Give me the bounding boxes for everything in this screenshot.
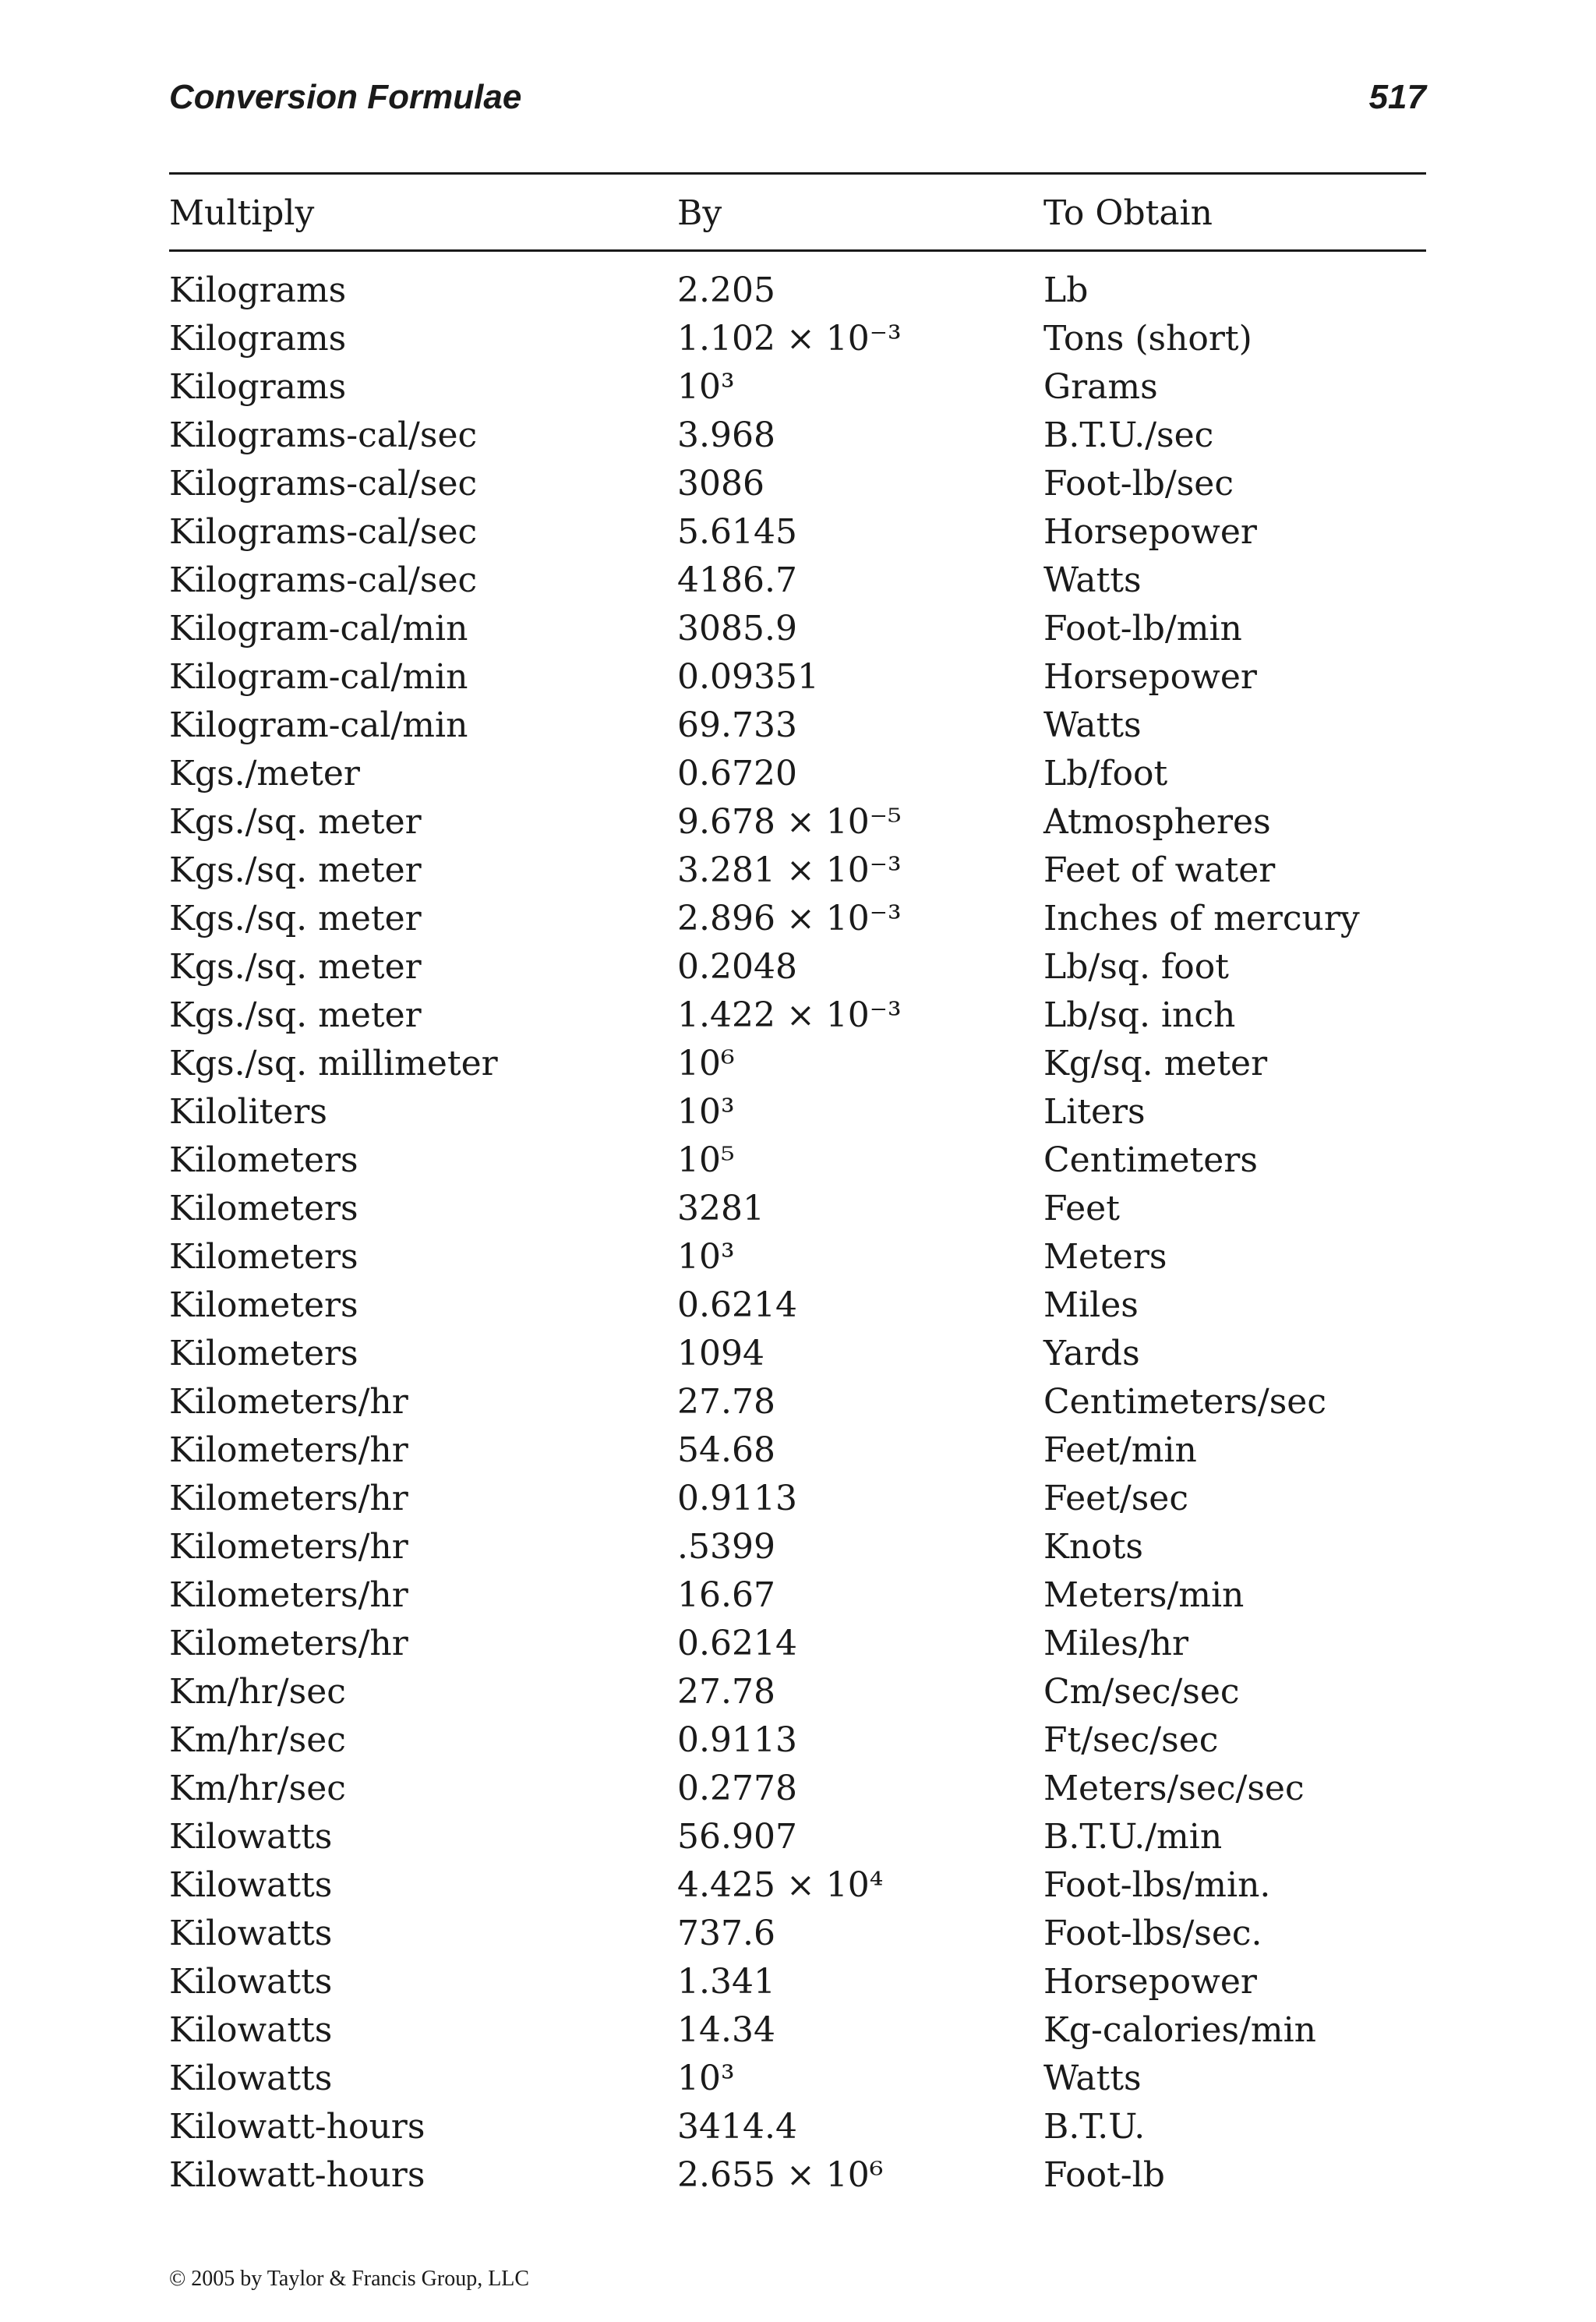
by-cell: 27.78 [677, 1382, 775, 1422]
multiply-cell: Kilometers/hr [169, 1624, 408, 1663]
table-row [169, 1330, 1426, 1378]
to-obtain-cell: Miles [1043, 1285, 1139, 1325]
by-cell: 4.425 × 10⁴ [677, 1865, 884, 1905]
to-obtain-cell: B.T.U./sec [1043, 415, 1214, 455]
multiply-cell: Kgs./sq. meter [169, 899, 422, 938]
multiply-cell: Kilowatts [169, 2059, 333, 2098]
by-cell: 1094 [677, 1334, 764, 1373]
multiply-cell: Km/hr/sec [169, 1672, 346, 1712]
multiply-cell: Kilometers/hr [169, 1527, 408, 1567]
by-cell: 10³ [677, 367, 735, 407]
table-row [169, 943, 1426, 991]
multiply-cell: Kilowatts [169, 1817, 333, 1857]
multiply-cell: Kilometers [169, 1140, 358, 1180]
to-obtain-cell: Ft/sec/sec [1043, 1720, 1219, 1760]
table-header-row [169, 189, 1426, 238]
table-row [169, 1523, 1426, 1571]
page-title: Conversion Formulae [169, 78, 522, 116]
multiply-cell: Kilometers [169, 1189, 358, 1228]
to-obtain-cell: Watts [1043, 705, 1142, 745]
page-header [169, 78, 1426, 125]
table-row [169, 1765, 1426, 1813]
by-cell: 3281 [677, 1189, 764, 1228]
to-obtain-cell: Horsepower [1043, 512, 1257, 552]
multiply-cell: Kilometers [169, 1285, 358, 1325]
multiply-cell: Kilometers/hr [169, 1479, 408, 1518]
multiply-cell: Kilograms [169, 367, 347, 407]
table-header [169, 189, 1426, 238]
to-obtain-cell: Horsepower [1043, 657, 1257, 697]
by-cell: 3.281 × 10⁻³ [677, 850, 902, 890]
multiply-cell: Kiloliters [169, 1092, 327, 1132]
to-obtain-cell: Tons (short) [1043, 319, 1252, 359]
to-obtain-cell: Centimeters/sec [1043, 1382, 1326, 1422]
to-obtain-cell: Lb/sq. foot [1043, 947, 1229, 987]
multiply-cell: Kilowatts [169, 1865, 333, 1905]
by-cell: 1.422 × 10⁻³ [677, 995, 902, 1035]
by-cell: 0.6214 [677, 1624, 797, 1663]
by-cell: 2.655 × 10⁶ [677, 2155, 884, 2195]
table-row [169, 412, 1426, 460]
table-row [169, 1958, 1426, 2006]
multiply-cell: Kilograms-cal/sec [169, 464, 478, 504]
to-obtain-cell: Feet/min [1043, 1430, 1197, 1470]
table-row [169, 315, 1426, 363]
multiply-cell: Kilograms-cal/sec [169, 512, 478, 552]
by-cell: 0.6214 [677, 1285, 797, 1325]
table-row [169, 653, 1426, 702]
multiply-cell: Kilowatts [169, 1962, 333, 2002]
table-row [169, 798, 1426, 846]
by-cell: 3085.9 [677, 609, 797, 649]
by-cell: 10⁶ [677, 1044, 735, 1083]
table-row [169, 1620, 1426, 1668]
table-row [169, 1426, 1426, 1475]
table-row [169, 846, 1426, 895]
to-obtain-cell: Kg/sq. meter [1043, 1044, 1268, 1083]
to-obtain-cell: Foot-lbs/min. [1043, 1865, 1271, 1905]
to-obtain-cell: Atmospheres [1043, 802, 1271, 842]
by-cell: 737.6 [677, 1914, 775, 1953]
by-cell: 9.678 × 10⁻⁵ [677, 802, 902, 842]
to-obtain-cell: Lb [1043, 270, 1089, 310]
multiply-cell: Kilometers/hr [169, 1382, 408, 1422]
to-obtain-cell: Liters [1043, 1092, 1146, 1132]
table-row [169, 1910, 1426, 1958]
to-obtain-cell: Foot-lb/min [1043, 609, 1242, 649]
to-obtain-cell: Meters/sec/sec [1043, 1769, 1305, 1808]
by-cell: 14.34 [677, 2010, 775, 2050]
table-header-rule [169, 249, 1426, 252]
to-obtain-cell: Miles/hr [1043, 1624, 1189, 1663]
table-row [169, 267, 1426, 315]
multiply-cell: Kilograms-cal/sec [169, 415, 478, 455]
column-header-by: By [677, 193, 722, 233]
table-row [169, 1861, 1426, 1910]
by-cell: 69.733 [677, 705, 797, 745]
to-obtain-cell: Horsepower [1043, 1962, 1257, 2002]
column-header-to-obtain: To Obtain [1043, 193, 1213, 233]
to-obtain-cell: Cm/sec/sec [1043, 1672, 1240, 1712]
by-cell: 16.67 [677, 1575, 775, 1615]
to-obtain-cell: B.T.U./min [1043, 1817, 1223, 1857]
by-cell: 1.102 × 10⁻³ [677, 319, 902, 359]
multiply-cell: Kilogram-cal/min [169, 609, 468, 649]
multiply-cell: Km/hr/sec [169, 1720, 346, 1760]
table-row [169, 460, 1426, 508]
multiply-cell: Kilometers [169, 1334, 358, 1373]
to-obtain-cell: Grams [1043, 367, 1158, 407]
by-cell: 3086 [677, 464, 764, 504]
table-body [169, 267, 1426, 2200]
table-row [169, 702, 1426, 750]
by-cell: 54.68 [677, 1430, 775, 1470]
table-row [169, 1668, 1426, 1716]
table-row [169, 750, 1426, 798]
by-cell: 0.9113 [677, 1479, 797, 1518]
multiply-cell: Kilowatts [169, 1914, 333, 1953]
to-obtain-cell: Meters [1043, 1237, 1167, 1277]
to-obtain-cell: Kg-calories/min [1043, 2010, 1317, 2050]
table-row [169, 557, 1426, 605]
to-obtain-cell: Feet [1043, 1189, 1120, 1228]
table-row [169, 2055, 1426, 2103]
table-row [169, 363, 1426, 412]
by-cell: .5399 [677, 1527, 775, 1567]
multiply-cell: Km/hr/sec [169, 1769, 346, 1808]
by-cell: 10³ [677, 1092, 735, 1132]
to-obtain-cell: Watts [1043, 560, 1142, 600]
by-cell: 10⁵ [677, 1140, 735, 1180]
by-cell: 5.6145 [677, 512, 797, 552]
table-row [169, 1088, 1426, 1136]
table-row [169, 1185, 1426, 1233]
to-obtain-cell: Knots [1043, 1527, 1143, 1567]
multiply-cell: Kgs./sq. meter [169, 802, 422, 842]
by-cell: 0.09351 [677, 657, 819, 697]
by-cell: 0.2778 [677, 1769, 797, 1808]
multiply-cell: Kilograms-cal/sec [169, 560, 478, 600]
table-row [169, 1378, 1426, 1426]
to-obtain-cell: Foot-lb/sec [1043, 464, 1234, 504]
table-row [169, 2006, 1426, 2055]
to-obtain-cell: Feet of water [1043, 850, 1276, 890]
table-row [169, 605, 1426, 653]
multiply-cell: Kgs./sq. meter [169, 850, 422, 890]
table-row [169, 991, 1426, 1040]
column-header-multiply: Multiply [169, 193, 315, 233]
table-row [169, 895, 1426, 943]
multiply-cell: Kilometers [169, 1237, 358, 1277]
by-cell: 4186.7 [677, 560, 797, 600]
to-obtain-cell: Watts [1043, 2059, 1142, 2098]
multiply-cell: Kgs./sq. meter [169, 947, 422, 987]
page-number: 517 [1368, 78, 1426, 116]
multiply-cell: Kgs./sq. meter [169, 995, 422, 1035]
by-cell: 10³ [677, 2059, 735, 2098]
by-cell: 3.968 [677, 415, 775, 455]
table-row [169, 508, 1426, 557]
to-obtain-cell: Lb/foot [1043, 754, 1168, 793]
to-obtain-cell: Foot-lbs/sec. [1043, 1914, 1262, 1953]
table-row [169, 1716, 1426, 1765]
table-row [169, 2151, 1426, 2200]
multiply-cell: Kilowatt-hours [169, 2107, 425, 2147]
by-cell: 2.896 × 10⁻³ [677, 899, 902, 938]
to-obtain-cell: Feet/sec [1043, 1479, 1188, 1518]
table-row [169, 1136, 1426, 1185]
by-cell: 3414.4 [677, 2107, 797, 2147]
by-cell: 2.205 [677, 270, 775, 310]
multiply-cell: Kgs./sq. millimeter [169, 1044, 498, 1083]
to-obtain-cell: Inches of mercury [1043, 899, 1360, 938]
to-obtain-cell: B.T.U. [1043, 2107, 1146, 2147]
to-obtain-cell: Foot-lb [1043, 2155, 1165, 2195]
by-cell: 56.907 [677, 1817, 797, 1857]
copyright-footer: © 2005 by Taylor & Francis Group, LLC [169, 2267, 530, 2291]
multiply-cell: Kilograms [169, 319, 347, 359]
to-obtain-cell: Centimeters [1043, 1140, 1258, 1180]
multiply-cell: Kilometers/hr [169, 1575, 408, 1615]
table-row [169, 2103, 1426, 2151]
multiply-cell: Kgs./meter [169, 754, 360, 793]
table-row [169, 1813, 1426, 1861]
by-cell: 1.341 [677, 1962, 775, 2002]
table-row [169, 1571, 1426, 1620]
by-cell: 27.78 [677, 1672, 775, 1712]
table-top-rule [169, 172, 1426, 175]
multiply-cell: Kilogram-cal/min [169, 657, 468, 697]
multiply-cell: Kilowatts [169, 2010, 333, 2050]
table-row [169, 1233, 1426, 1281]
by-cell: 0.2048 [677, 947, 797, 987]
to-obtain-cell: Yards [1043, 1334, 1140, 1373]
multiply-cell: Kilowatt-hours [169, 2155, 425, 2195]
multiply-cell: Kilometers/hr [169, 1430, 408, 1470]
multiply-cell: Kilograms [169, 270, 347, 310]
by-cell: 0.9113 [677, 1720, 797, 1760]
to-obtain-cell: Meters/min [1043, 1575, 1245, 1615]
table-row [169, 1040, 1426, 1088]
to-obtain-cell: Lb/sq. inch [1043, 995, 1236, 1035]
by-cell: 10³ [677, 1237, 735, 1277]
table-row [169, 1475, 1426, 1523]
table-row [169, 1281, 1426, 1330]
multiply-cell: Kilogram-cal/min [169, 705, 468, 745]
by-cell: 0.6720 [677, 754, 797, 793]
